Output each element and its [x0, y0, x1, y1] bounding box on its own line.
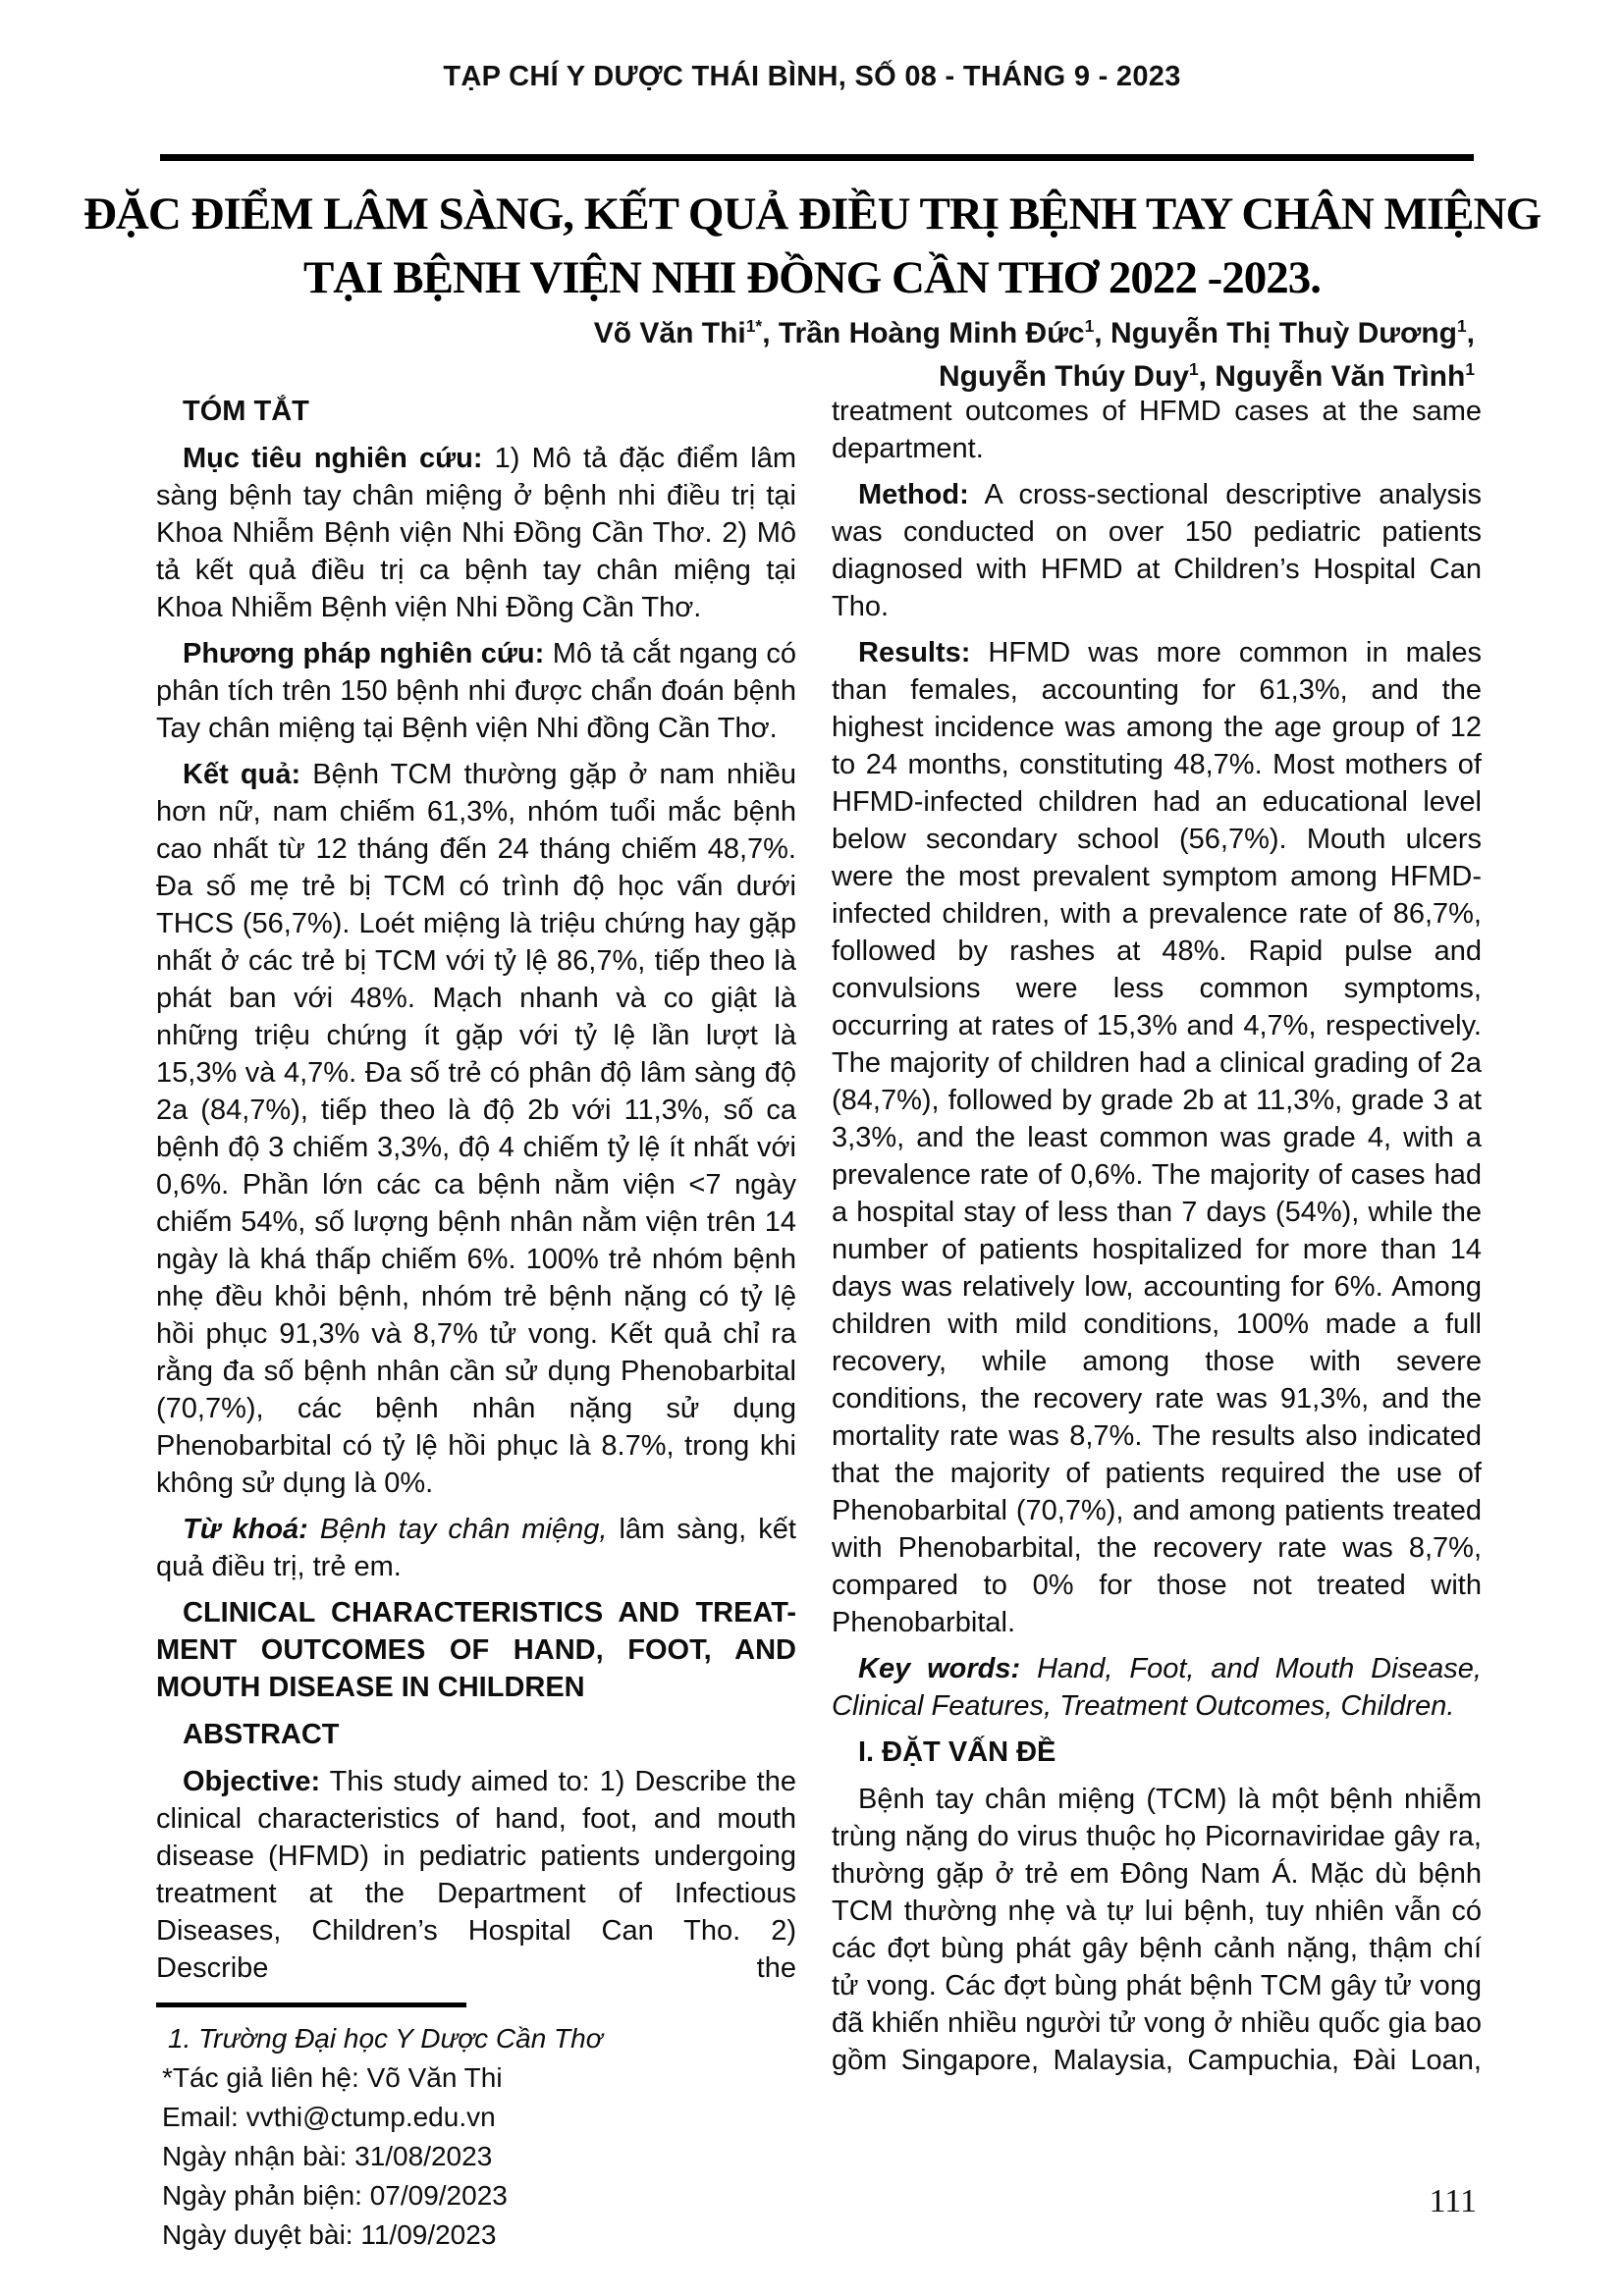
article-title [74, 183, 1550, 310]
footnote-review-date: Ngày phản biện: 07/09/2023 [162, 2180, 508, 2211]
tu-khoa-label: Từ khoá: [183, 1514, 308, 1545]
authors-line-1 [594, 312, 1475, 355]
paragraph-objective [156, 1763, 796, 1987]
footnote-rule [156, 2002, 466, 2007]
paragraph-phuong-phap [156, 635, 796, 747]
objective-continued-text: treatment outcomes of HFMD cases at the same department. [832, 396, 1482, 464]
author-name: , Nguyễn Thị Thuỳ Dương [1094, 317, 1457, 349]
author-superscript: 1* [745, 316, 763, 336]
muc-tieu-text: 1) Mô tả đặc điểm lâm sàng bệnh tay chân miệng ở bệnh nhi điều trị tại Khoa Nhiễm Bệnh viện Nhi Đồng Cần Thơ. 2) Mô tả kết quả điều trị ca bệnh tay chân miệng tại Khoa Nhiễm Bệnh viện Nhi Đồng Cần Thơ. [156, 443, 796, 623]
tu-khoa-keywords-rest: lâm sàng, kết quả điều trị, trẻ em. [156, 1514, 796, 1582]
article-title-line-2: TẠI BỆNH VIỆN NHI ĐỒNG CẦN THƠ 2022 -2023. [302, 252, 1322, 303]
paragraph-introduction [832, 1781, 1482, 2079]
footnote-email: Email: vvthi@ctump.edu.vn [162, 2102, 496, 2132]
ket-qua-text: Bệnh TCM thường gặp ở nam nhiều hơn nữ, nam chiếm 61,3%, nhóm tuổi mắc bệnh cao nhất từ 12 tháng đến 24 tháng chiếm 48,7%. Đa số mẹ trẻ bị TCM có trình độ học vấn dưới THCS (56,7%). Loét miệng là triệu chứng hay gặp nhất ở các trẻ bị TCM với tỷ lệ 86,7%, tiếp theo là phát ban với 48%. Mạch nhanh và co giật là những triệu chứng ít gặp với tỷ lệ lần lượt là 15,3% và 4,7%. Đa số trẻ có phân độ lâm sàng độ 2a (84,7%), tiếp theo là độ 2b với 11,3%, số ca bệnh độ 3 chiếm 3,3%, độ 4 chiếm tỷ lệ ít nhất với 0,6%. Phần lớn các ca bệnh nằm viện <7 ngày chiếm 54%, số lượng bệnh nhân nằm viện trên 14 ngày là khá thấp chiếm 6%. 100% trẻ nhóm bệnh nhẹ đều khỏi bệnh, nhóm trẻ bệnh nặng có tỷ lệ hồi phục 91,3% và 8,7% tử vong. Kết quả chỉ ra rằng đa số bệnh nhân cần sử dụng Phenobarbital (70,7%), các bệnh nhân nặng sử dụng Phenobarbital có tỷ lệ hồi phục là 8.7%, trong khi không sử dụng là 0%. [156, 759, 796, 1499]
footnote-received-date: Ngày nhận bài: 31/08/2023 [162, 2141, 493, 2171]
paragraph-results [832, 634, 1482, 1641]
footnote-accepted-date: Ngày duyệt bài: 11/09/2023 [162, 2219, 497, 2250]
footnote-affiliation: 1. Trường Đại học Y Dược Cần Thơ [168, 2023, 603, 2054]
article-title-line-1: ĐẶC ĐIỂM LÂM SÀNG, KẾT QUẢ ĐIỀU TRỊ BỆNH TAY CHÂN MIỆNG [82, 188, 1542, 240]
footnote-block [156, 2002, 796, 2255]
footnote-corresponding-author: *Tác giả liên hệ: Võ Văn Thi [162, 2062, 503, 2093]
objective-text: This study aimed to: 1) Describe the clinical characteristics of hand, foot, and mouth disease (HFMD) in pediatric patients undergoing treatment at the Department of Infectious Diseases, Children’s Hospital Can Tho. 2) Describe the [156, 1766, 796, 1984]
paragraph-tu-khoa [156, 1511, 796, 1585]
author-superscript: 1 [1188, 359, 1199, 379]
section-1-heading: I. ĐẶT VẤN ĐỀ [858, 1736, 1056, 1768]
phuong-phap-text: Mô tả cắt ngang có phân tích trên 150 bệnh nhi được chẩn đoán bệnh Tay chân miệng tại Bệnh viện Nhi đồng Cần Thơ. [156, 638, 797, 744]
english-title-line-1: CLINICAL CHARACTERISTICS AND TREAT- [183, 1597, 796, 1629]
author-name: , Nguyễn Văn Trình [1198, 360, 1466, 393]
keywords-label: Key words: [858, 1653, 1021, 1684]
author-name: Võ Văn Thi [593, 317, 746, 349]
paragraph-keywords [832, 1650, 1482, 1725]
author-superscript: 1 [1084, 316, 1095, 336]
method-label: Method: [858, 479, 969, 510]
paragraph-ket-qua [156, 756, 796, 1502]
objective-label: Objective: [183, 1766, 321, 1797]
right-column [832, 393, 1482, 2255]
paragraph-muc-tieu [156, 440, 796, 626]
abstract-en-heading: ABSTRACT [183, 1719, 340, 1750]
muc-tieu-label: Mục tiêu nghiên cứu: [183, 443, 483, 474]
article-body [156, 393, 1482, 2255]
authors-block [594, 312, 1475, 399]
abstract-vi-heading: TÓM TẮT [183, 396, 309, 427]
results-label: Results: [858, 637, 971, 668]
author-superscript: 1 [1465, 359, 1475, 379]
author-name-separator: , [1466, 317, 1475, 349]
left-column [156, 393, 796, 2255]
results-text: HFMD was more common in males than females, accounting for 61,3%, and the highest incidence was among the age group of 12 to 24 months, constituting 48,7%. Most mothers of HFMD-infected children had an educational level below secondary school (56,7%). Mouth ulcers were the most prevalent symptom among HFMD-infected children, with a prevalence rate of 86,7%, followed by rashes at 48%. Rapid pulse and convulsions were less common symptoms, occurring at rates of 15,3% and 4,7%, respectively. The majority of children had a clinical grading of 2a (84,7%), followed by grade 2b at 11,3%, grade 3 at 3,3%, and the least common was grade 4, with a prevalence rate of 0,6%. The majority of cases had a hospital stay of less than 7 days (54%), while the number of patients hospitalized for more than 14 days was relatively low, accounting for 6%. Among children with mild conditions, 100% made a full recovery, while among those with severe conditions, the recovery rate was 91,3%, and the mortality rate was 8,7%. The results also indicated that the majority of patients required the use of Phenobarbital (70,7%), and among patients treated with Phenobarbital, the recovery rate was 8,7%, compared to 0% for those not treated with Phenobarbital. [832, 637, 1482, 1638]
english-title [156, 1594, 796, 1706]
journal-header: TẠP CHÍ Y DƯỢC THÁI BÌNH, SỐ 08 - THÁNG 9 - 2023 [443, 61, 1181, 92]
english-title-line-2: MENT OUTCOMES OF HAND, FOOT, AND [156, 1634, 796, 1666]
ket-qua-label: Kết quả: [183, 759, 301, 790]
header-rule [160, 154, 1474, 161]
phuong-phap-label: Phương pháp nghiên cứu: [183, 638, 545, 669]
author-name: Nguyễn Thúy Duy [938, 360, 1189, 393]
english-title-line-3: MOUTH DISEASE IN CHILDREN [156, 1672, 585, 1703]
keywords-text: Hand, Foot, and Mouth Disease, Clinical Features, Treatment Outcomes, Children. [832, 1653, 1482, 1722]
tu-khoa-keywords-italic: Bệnh tay chân miệng, [307, 1514, 620, 1545]
author-name: , Trần Hoàng Minh Đức [762, 317, 1085, 349]
page-number: 111 [1429, 2183, 1477, 2219]
method-text: A cross-sectional descriptive analysis was conducted on over 150 pediatric patients diagnosed with HFMD at Children’s Hospital Can Tho. [832, 479, 1482, 622]
author-superscript: 1 [1456, 316, 1467, 336]
paragraph-objective-continued [832, 393, 1482, 467]
introduction-text: Bệnh tay chân miệng (TCM) là một bệnh nhiễm trùng nặng do virus thuộc họ Picornaviridae gây ra, thường gặp ở trẻ em Đông Nam Á. Mặc dù bệnh TCM thường nhẹ và tự lui bệnh, tuy nhiên vẫn có các đợt bùng phát gây bệnh cảnh nặng, thậm chí tử vong. Các đợt bùng phát bệnh TCM gây tử vong đã khiến nhiều người tử vong ở nhiều quốc gia bao gồm Singapore, Malaysia, Campuchia, Đài Loan, [832, 1784, 1482, 2076]
paragraph-method [832, 476, 1482, 625]
